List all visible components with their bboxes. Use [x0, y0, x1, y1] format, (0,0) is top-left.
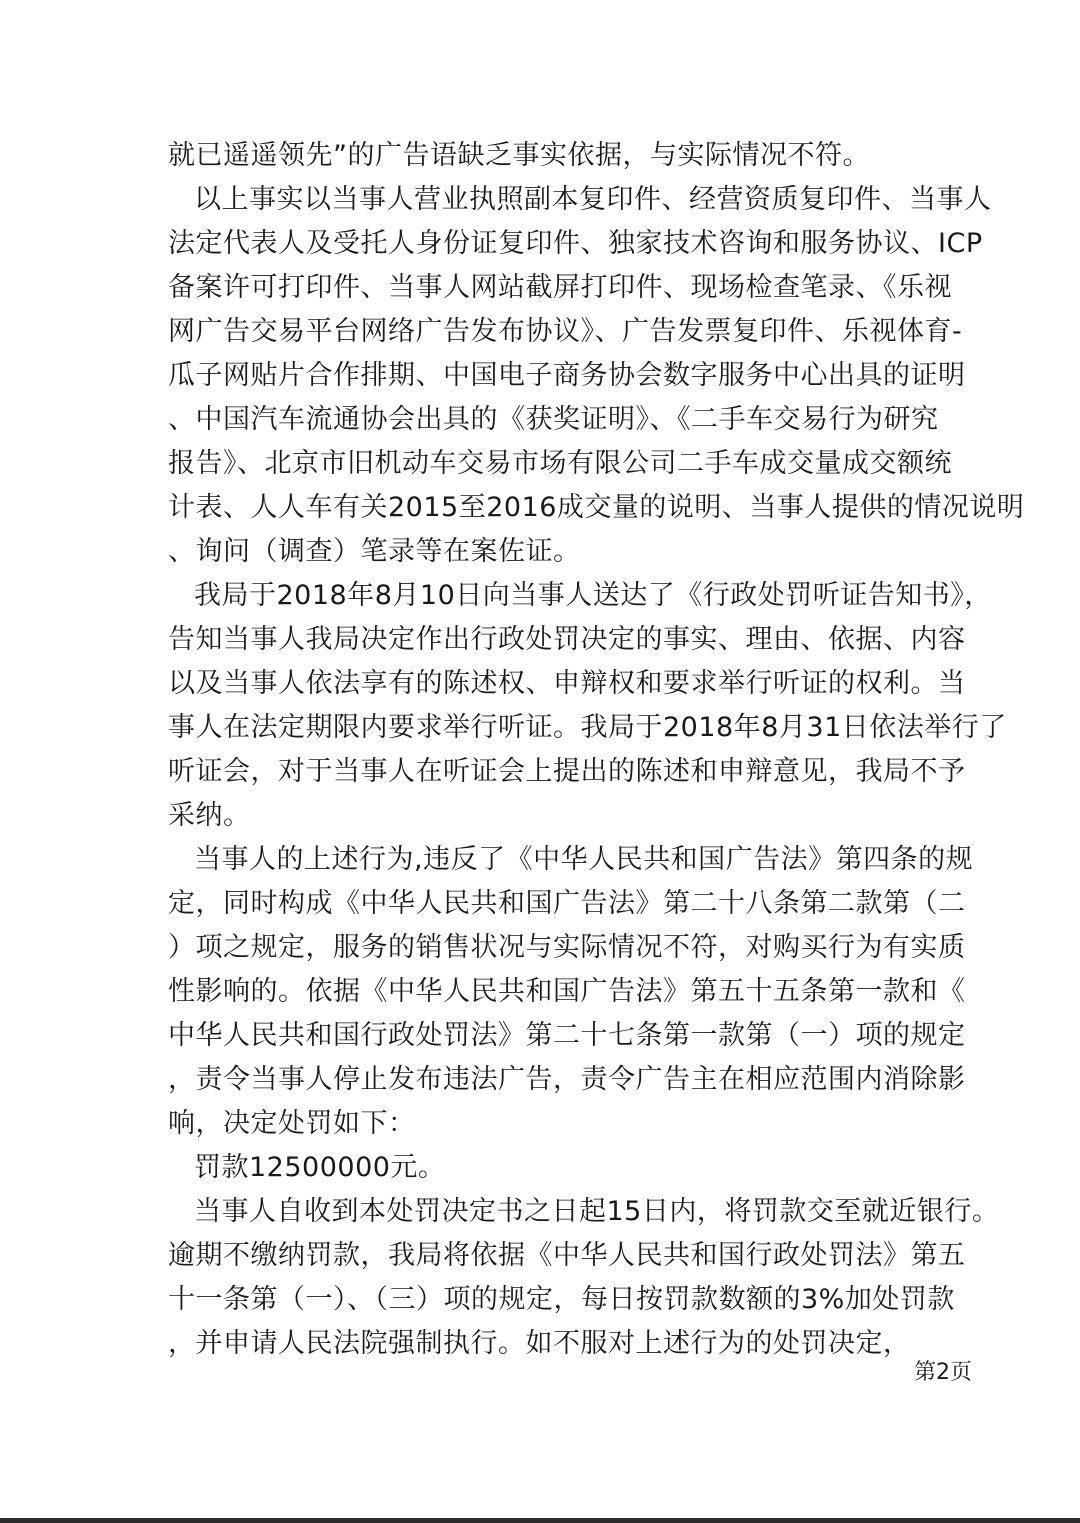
text-line: 网广告交易平台网络广告发布协议》、广告发票复印件、乐视体育- — [168, 316, 963, 347]
bottom-edge — [0, 1518, 1080, 1523]
text-line: 我局于2018年8月10日向当事人送达了《行政处罚听证告知书》， — [194, 580, 992, 611]
text-line: 就已遥遥领先”的广告语缺乏事实依据，与实际情况不符。 — [168, 140, 870, 171]
text-line: 以上事实以当事人营业执照副本复印件、经营资质复印件、当事人 — [194, 184, 992, 215]
text-line: 、询问（调查）笔录等在案佐证。 — [168, 536, 581, 567]
text-line: 听证会，对于当事人在听证会上提出的陈述和申辩意见，我局不予 — [168, 756, 966, 787]
text-line: 告知当事人我局决定作出行政处罚决定的事实、理由、依据、内容 — [168, 624, 966, 655]
document-body — [168, 134, 1025, 1366]
text-line: 备案许可打印件、当事人网站截屏打印件、现场检查笔录、《乐视 — [168, 272, 952, 303]
text-line: 法定代表人及受托人身份证复印件、独家技术咨询和服务协议、ICP — [168, 228, 983, 259]
text-line: 报告》、北京市旧机动车交易市场有限公司二手车成交量成交额统 — [168, 448, 952, 479]
page-number: 第2页 — [914, 1360, 972, 1385]
text-line: 响，决定处罚如下： — [168, 1108, 416, 1139]
text-line: 以及当事人依法享有的陈述权、申辩权和要求举行听证的权利。当 — [168, 668, 966, 699]
text-line: 、中国汽车流通协会出具的《获奖证明》、《二手车交易行为研究 — [168, 404, 939, 435]
text-line: 定，同时构成《中华人民共和国广告法》第二十八条第二款第（二 — [168, 888, 966, 919]
text-line: 逾期不缴纳罚款，我局将依据《中华人民共和国行政处罚法》第五 — [168, 1240, 966, 1271]
text-line: 当事人的上述行为,违反了《中华人民共和国广告法》第四条的规 — [194, 844, 974, 875]
text-line: ，责令当事人停止发布违法广告，责令广告主在相应范围内消除影 — [168, 1064, 966, 1095]
text-line: 事人在法定期限内要求举行听证。我局于2018年8月31日依法举行了 — [168, 712, 1007, 743]
text-line: 中华人民共和国行政处罚法》第二十七条第一款第（一）项的规定 — [168, 1020, 966, 1051]
text-line: 当事人自收到本处罚决定书之日起15日内，将罚款交至就近银行。 — [194, 1196, 1000, 1227]
text-line: 采纳。 — [168, 800, 251, 831]
text-line: ）项之规定，服务的销售状况与实际情况不符，对购买行为有实质 — [168, 932, 966, 963]
text-line: 瓜子网贴片合作排期、中国电子商务协会数字服务中心出具的证明 — [168, 360, 966, 391]
text-line: 十一条第（一）、（三）项的规定，每日按罚款数额的3%加处罚款 — [168, 1284, 955, 1315]
text-line: 计表、人人车有关2015至2016成交量的说明、当事人提供的情况说明 — [168, 492, 1025, 523]
text-line: 罚款12500000元。 — [194, 1152, 446, 1183]
text-line: 性影响的。依据《中华人民共和国广告法》第五十五条第一款和《 — [168, 976, 966, 1007]
text-line: ，并申请人民法院强制执行。如不服对上述行为的处罚决定， — [168, 1328, 911, 1359]
